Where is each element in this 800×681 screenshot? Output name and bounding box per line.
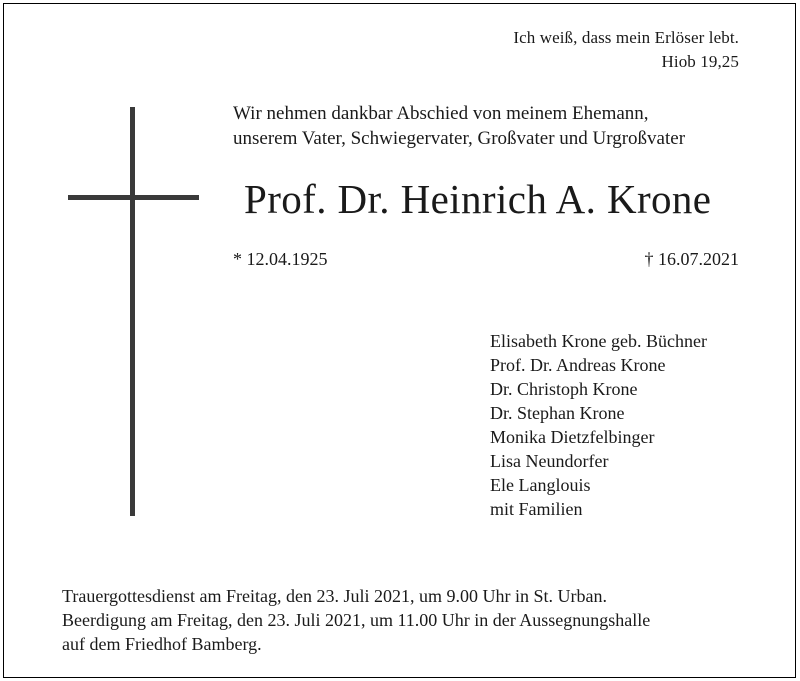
- mourner-item: Dr. Christoph Krone: [490, 379, 638, 399]
- service-line-2: Beerdigung am Freitag, den 23. Juli 2021, um 11.00 Uhr in der Aussegnungshalle: [62, 610, 651, 630]
- mourner-item: mit Familien: [490, 499, 583, 519]
- mourner-item: Ele Langlouis: [490, 475, 591, 495]
- intro-line-2: unserem Vater, Schwiegervater, Großvater und Urgroßvater: [233, 128, 686, 149]
- quote-source: Hiob 19,25: [661, 52, 739, 71]
- service-line-1: Trauergottesdienst am Freitag, den 23. Juli 2021, um 9.00 Uhr in St. Urban.: [62, 586, 607, 606]
- deceased-name: Prof. Dr. Heinrich A. Krone: [244, 176, 712, 222]
- birth-date: * 12.04.1925: [233, 249, 328, 269]
- mourner-item: Prof. Dr. Andreas Krone: [490, 355, 666, 375]
- service-details: [62, 584, 650, 656]
- quote-text: Ich weiß, dass mein Erlöser lebt.: [513, 28, 739, 47]
- mourner-item: Lisa Neundorfer: [490, 451, 609, 471]
- intro-line-1: Wir nehmen dankbar Abschied von meinem Ehemann,: [233, 103, 649, 124]
- cross-icon: [130, 107, 135, 516]
- service-line-3: auf dem Friedhof Bamberg.: [62, 634, 262, 654]
- bible-quote: [513, 26, 739, 74]
- mourner-item: Monika Dietzfelbinger: [490, 427, 655, 447]
- mourner-item: Dr. Stephan Krone: [490, 403, 625, 423]
- mourner-item: Elisabeth Krone geb. Büchner: [490, 331, 707, 351]
- mourners-list: [490, 329, 707, 521]
- cross-icon-crossbar: [68, 195, 199, 200]
- death-date: † 16.07.2021: [644, 249, 739, 269]
- obituary-frame: [3, 3, 796, 678]
- farewell-intro: [233, 101, 685, 151]
